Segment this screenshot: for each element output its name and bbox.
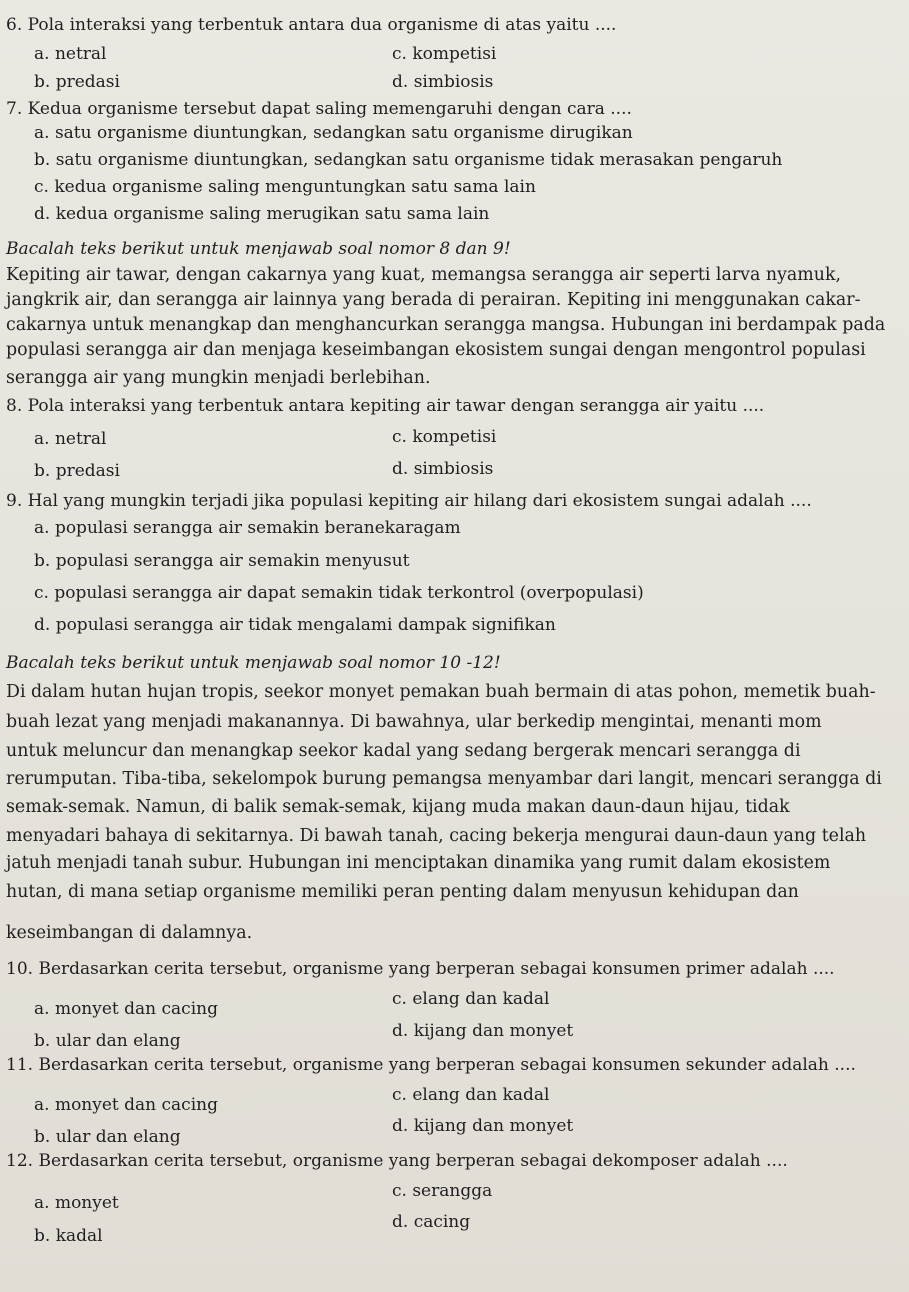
passage-2-line: semak-semak. Namun, di balik semak-semak, kijang muda makan daun-daun hijau, tidak <box>6 797 790 817</box>
passage-2-line: untuk meluncur dan menangkap seekor kadal yang sedang bergerak mencari serangga di <box>6 741 801 761</box>
q7-option-a: a. satu organisme diuntungkan, sedangkan satu organisme dirugikan <box>34 123 633 143</box>
q10-option-d: d. kijang dan monyet <box>392 1021 574 1041</box>
question-number: 10. <box>6 959 34 979</box>
question-11 <box>6 1054 856 1076</box>
q12-option-b: b. kadal <box>34 1226 103 1246</box>
q6-option-c: c. kompetisi <box>392 44 497 64</box>
q6-option-d: d. simbiosis <box>392 72 494 92</box>
q11-option-c: c. elang dan kadal <box>392 1085 550 1105</box>
passage-2-line: keseimbangan di dalamnya. <box>6 923 253 943</box>
q9-option-c: c. populasi serangga air dapat semakin tidak terkontrol (overpopulasi) <box>34 583 644 603</box>
passage-2-line: jatuh menjadi tanah subur. Hubungan ini menciptakan dinamika yang rumit dalam ekosistem <box>6 853 831 873</box>
question-9 <box>6 490 812 512</box>
question-text: Pola interaksi yang terbentuk antara kepiting air tawar dengan serangga air yaitu .... <box>27 396 765 416</box>
q12-option-d: d. cacing <box>392 1212 471 1232</box>
question-text: Hal yang mungkin terjadi jika populasi kepiting air hilang dari ekosistem sungai adalah .... <box>27 491 812 511</box>
question-number: 8. <box>6 396 23 416</box>
q7-option-d: d. kedua organisme saling merugikan satu sama lain <box>34 204 490 224</box>
q9-option-d: d. populasi serangga air tidak mengalami dampak signifikan <box>34 615 556 635</box>
passage-1-line: Kepiting air tawar, dengan cakarnya yang kuat, memangsa serangga air seperti larva nyamuk, <box>6 265 842 285</box>
question-number: 7. <box>6 99 23 119</box>
question-text: Pola interaksi yang terbentuk antara dua organisme di atas yaitu .... <box>27 15 617 35</box>
passage-2-line: buah lezat yang menjadi makanannya. Di bawahnya, ular berkedip mengintai, menanti mom <box>6 712 822 732</box>
passage-2-line: hutan, di mana setiap organisme memiliki peran penting dalam menyusun kehidupan dan <box>6 882 799 902</box>
q9-option-b: b. populasi serangga air semakin menyusut <box>34 551 410 571</box>
passage-1-line: jangkrik air, dan serangga air lainnya yang berada di perairan. Kepiting ini menggunakan cakar- <box>6 290 861 310</box>
question-number: 6. <box>6 15 23 35</box>
passage-2-line: Di dalam hutan hujan tropis, seekor monyet pemakan buah bermain di atas pohon, memetik buah- <box>6 682 876 702</box>
q9-option-a: a. populasi serangga air semakin beranekaragam <box>34 518 461 538</box>
q8-option-d: d. simbiosis <box>392 459 494 479</box>
reading-instruction-1: Bacalah teks berikut untuk menjawab soal nomor 8 dan 9! <box>6 239 511 259</box>
passage-2-line: rerumputan. Tiba-tiba, sekelompok burung pemangsa menyambar dari langit, mencari serangga di <box>6 769 882 789</box>
q7-option-c: c. kedua organisme saling menguntungkan satu sama lain <box>34 177 536 197</box>
q6-option-a: a. netral <box>34 44 107 64</box>
q8-option-b: b. predasi <box>34 461 120 481</box>
passage-1-line: serangga air yang mungkin menjadi berlebihan. <box>6 368 431 388</box>
reading-instruction-2: Bacalah teks berikut untuk menjawab soal nomor 10 -12! <box>6 653 501 673</box>
q11-option-b: b. ular dan elang <box>34 1127 181 1147</box>
q12-option-a: a. monyet <box>34 1193 119 1213</box>
question-number: 12. <box>6 1151 34 1171</box>
passage-1-line: populasi serangga air dan menjaga keseimbangan ekosistem sungai dengan mengontrol populasi <box>6 340 866 360</box>
q11-option-d: d. kijang dan monyet <box>392 1116 574 1136</box>
q7-option-b: b. satu organisme diuntungkan, sedangkan satu organisme tidak merasakan pengaruh <box>34 150 783 170</box>
q10-option-b: b. ular dan elang <box>34 1031 181 1051</box>
q8-option-c: c. kompetisi <box>392 427 497 447</box>
question-8 <box>6 395 764 417</box>
question-7 <box>6 98 632 120</box>
question-number: 11. <box>6 1055 34 1075</box>
q11-option-a: a. monyet dan cacing <box>34 1095 218 1115</box>
question-10 <box>6 958 835 980</box>
question-6 <box>6 14 616 36</box>
question-12 <box>6 1150 788 1172</box>
passage-2-line: menyadari bahaya di sekitarnya. Di bawah tanah, cacing bekerja mengurai daun-daun yang telah <box>6 826 867 846</box>
passage-1-line: cakarnya untuk menangkap dan menghancurkan serangga mangsa. Hubungan ini berdampak pada <box>6 315 886 335</box>
q10-option-c: c. elang dan kadal <box>392 989 550 1009</box>
question-text: Berdasarkan cerita tersebut, organisme yang berperan sebagai konsumen primer adalah .... <box>38 959 835 979</box>
question-text: Kedua organisme tersebut dapat saling memengaruhi dengan cara .... <box>27 99 632 119</box>
q8-option-a: a. netral <box>34 429 107 449</box>
question-text: Berdasarkan cerita tersebut, organisme yang berperan sebagai dekomposer adalah .... <box>38 1151 788 1171</box>
question-text: Berdasarkan cerita tersebut, organisme yang berperan sebagai konsumen sekunder adalah .... <box>38 1055 856 1075</box>
question-number: 9. <box>6 491 23 511</box>
q12-option-c: c. serangga <box>392 1181 493 1201</box>
q6-option-b: b. predasi <box>34 72 120 92</box>
q10-option-a: a. monyet dan cacing <box>34 999 218 1019</box>
